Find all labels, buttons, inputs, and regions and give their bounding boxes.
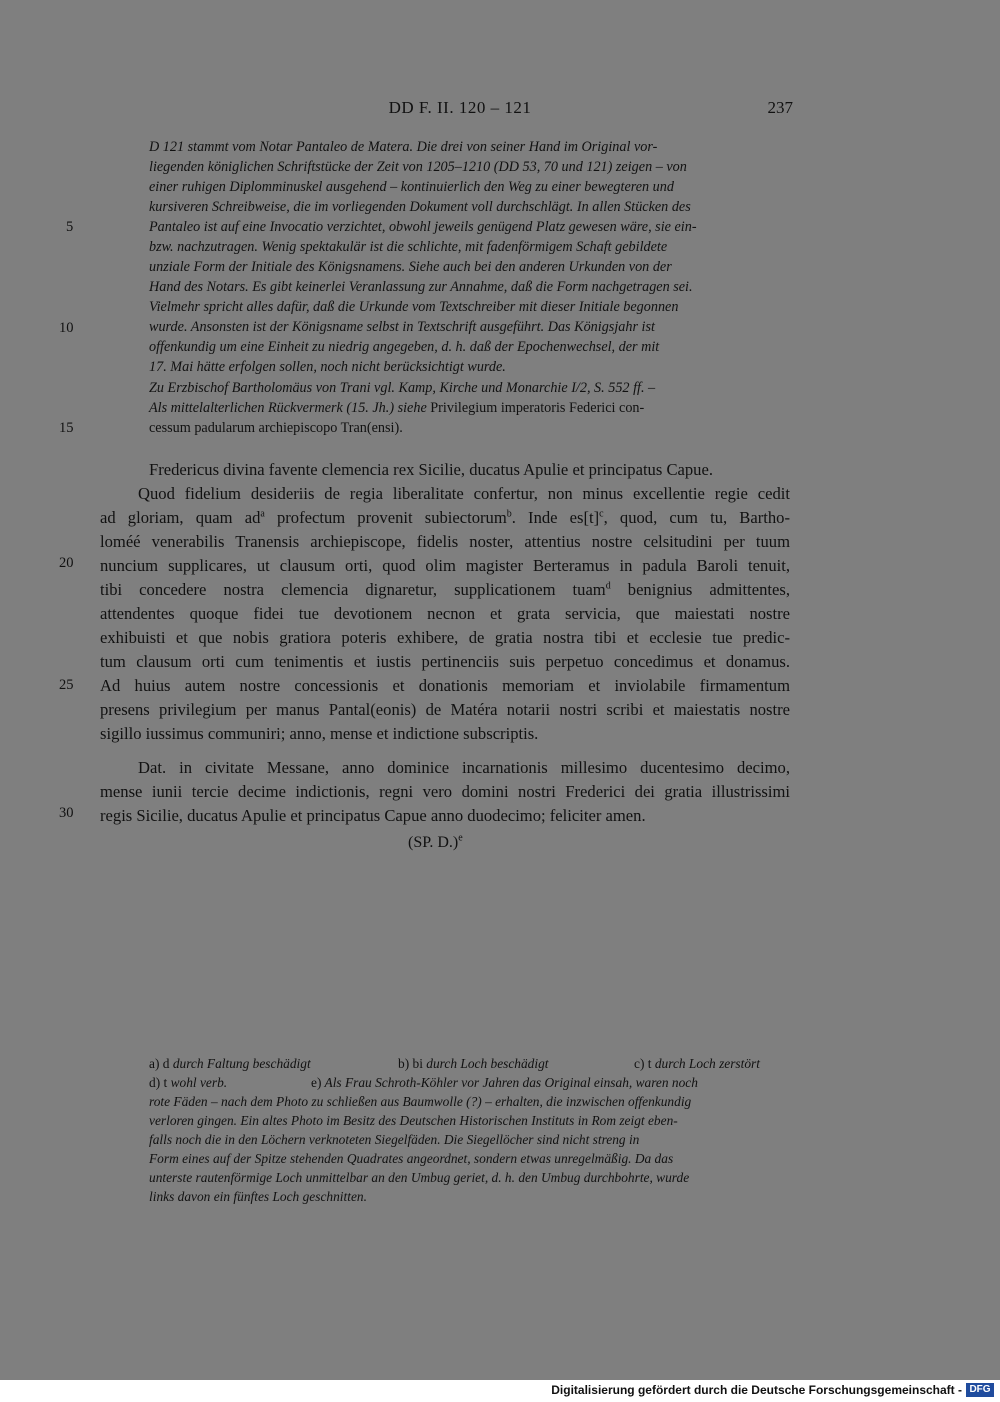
footnote-mark-a: a — [260, 508, 265, 520]
footnote-mark-c: c — [599, 508, 604, 520]
charter-intitulatio: Fredericus divina favente clemencia rex Sicilie, ducatus Apulie et principatus Capue. — [149, 460, 713, 479]
dating-clause: Dat. in civitate Messane, anno dominice incarnationis millesimo ducentesimo decimo, — [138, 758, 790, 777]
line-number-10: 10 — [59, 320, 74, 336]
charter-line: loméé venerabilis Tranensis archiepiscope, fidelis noster, attentius nostre celsitudini per tuum — [100, 532, 790, 551]
charter-line: presens privilegium per manus Pantal(eonis) de Matéra notarii nostri scribi et maiestatis nostre — [100, 700, 790, 719]
footnote-mark-e: e — [458, 832, 463, 844]
commentary-line: einer ruhigen Diplomminuskel ausgehend – kontinuierlich den Weg zu einer bewegteren und — [149, 179, 674, 195]
commentary-line: kursiveren Schreibweise, die im vorliegenden Dokument voll durchschlägt. In allen Stücken des — [149, 199, 691, 215]
dating-clause: regis Sicilie, ducatus Apulie et principatus Capue anno duodecimo; feliciter amen. — [100, 806, 646, 825]
footnote-key: b) bi — [398, 1056, 423, 1071]
footnote-line: rote Fäden – nach dem Photo zu schließen aus Baumwolle (?) – erhalten, die inzwischen offenkundig — [149, 1094, 692, 1109]
charter-line — [100, 508, 790, 528]
commentary-line: Vielmehr spricht alles dafür, daß die Urkunde vom Textschreiber mit dieser Initiale begonnen — [149, 299, 679, 315]
charter-text-span: benignius admittentes, — [610, 580, 790, 599]
footnote-e — [311, 1075, 698, 1091]
footnote-b — [398, 1056, 549, 1072]
charter-line: Quod fidelium desideriis de regia liberalitate confertur, non minus excellentie regie cedit — [138, 484, 790, 503]
commentary-line: Zu Erzbischof Bartholomäus von Trani vgl. Kamp, Kirche und Monarchie I/2, S. 552 ff. – — [149, 380, 656, 396]
charter-line: exhibuisti et que nobis gratiora poteris exhibere, de gratia nostra tibi et ecclesie tue predic- — [100, 628, 790, 647]
footnote-line: Form eines auf der Spitze stehenden Quadrates angeordnet, sondern etwas unregelmäßig. Da das — [149, 1151, 674, 1166]
line-number-20: 20 — [59, 555, 74, 571]
footnote-line: verloren gingen. Ein altes Photo im Besitz des Deutschen Historischen Instituts in Rom zeigt eben- — [149, 1113, 678, 1128]
dfg-logo[interactable]: DFG — [966, 1383, 994, 1397]
charter-line: tum clausum orti cum tenimentis et iustis pertinenciis suis perpetuo concedimus et donamus. — [100, 652, 790, 671]
charter-line: nuncium supplicares, ut clausum orti, quod olim magister Berteramus in padula Baroli tenuit, — [100, 556, 790, 575]
dorsal-note-text: cessum padularum archiepiscopo Tran(ensi). — [149, 420, 403, 436]
footnote-key: a) d — [149, 1056, 170, 1071]
charter-text-span: , quod, cum tu, Bartho- — [603, 508, 790, 527]
commentary-line: Hand des Notars. Es gibt keinerlei Veranlassung zur Annahme, daß die Form nachgetragen sei. — [149, 279, 693, 295]
line-number-15: 15 — [59, 420, 74, 436]
commentary-line: 17. Mai hätte erfolgen sollen, noch nicht berücksichtigt wurde. — [149, 359, 506, 375]
line-number-5: 5 — [66, 219, 74, 235]
seal-label: (SP. D.) — [408, 834, 459, 851]
charter-line: Ad huius autem nostre concessionis et donationis memoriam et inviolabile firmamentum — [100, 676, 790, 695]
commentary-line: wurde. Ansonsten ist der Königsname selbst in Textschrift ausgeführt. Das Königsjahr ist — [149, 319, 655, 335]
seal-note — [408, 834, 463, 852]
commentary-line — [149, 400, 644, 417]
commentary-line: liegenden königlichen Schriftstücke der Zeit von 1205–1210 (DD 53, 70 und 121) zeigen – von — [149, 159, 687, 175]
line-number-25: 25 — [59, 677, 74, 693]
footnote-text: wohl verb. — [170, 1075, 228, 1090]
dorsal-note-intro: Als mittelalterlichen Rückvermerk (15. Jh.) siehe — [149, 400, 427, 416]
charter-text-span: profectum provenit subiectorum — [264, 508, 507, 527]
charter-text-span: . Inde es[t] — [511, 508, 600, 527]
footnote-key: c) t — [634, 1056, 652, 1071]
charter-line: attendentes quoque fidei tue devotionem necnon et grata servicia, que maiestati nostre — [100, 604, 790, 623]
line-number-30: 30 — [59, 805, 74, 821]
running-header: DD F. II. 120 – 121 — [388, 98, 532, 117]
page-number: 237 — [767, 98, 793, 117]
footnote-line: falls noch die in den Löchern verknoteten Siegelfäden. Die Siegellöcher sind nicht streng in — [149, 1132, 640, 1147]
footnote-c — [634, 1056, 760, 1072]
footnote-line: unterste rautenförmige Loch unmittelbar an den Umbug geriet, d. h. den Umbug durchbohrte, wurde — [149, 1170, 690, 1185]
funding-credit-text: Digitalisierung gefördert durch die Deutsche Forschungsgemeinschaft - — [551, 1383, 962, 1397]
dating-clause: mense iunii tercie decime indictionis, regni vero domini nostri Frederici dei gratia illustrissimi — [100, 782, 790, 801]
footnote-mark-d: d — [605, 580, 611, 592]
commentary-line: unziale Form der Initiale des Königsnamens. Siehe auch bei den anderen Urkunden von der — [149, 259, 672, 275]
charter-line: sigillo iussimus communiri; anno, mense et indictione subscriptis. — [100, 724, 539, 743]
footnote-key: d) t — [149, 1075, 168, 1090]
commentary-line: offenkundig um eine Einheit zu niedrig angegeben, d. h. daß der Epochenwechsel, der mit — [149, 339, 660, 355]
dorsal-note-text: Privilegium imperatoris Federici con- — [430, 400, 645, 416]
footnote-key: e) — [311, 1075, 322, 1090]
footnote-d — [149, 1075, 227, 1091]
footnote-text: Als Frau Schroth-Köhler vor Jahren das Original einsah, waren noch — [324, 1075, 698, 1090]
commentary-line: bzw. nachzutragen. Wenig spektakulär ist die schlichte, mit fadenförmigem Schaft gebildete — [149, 239, 668, 255]
commentary-line: Pantaleo ist auf eine Invocatio verzichtet, obwohl jeweils genügend Platz gewesen wäre, sie ein- — [149, 219, 697, 235]
footnote-a — [149, 1056, 311, 1072]
commentary-line: D 121 stammt vom Notar Pantaleo de Matera. Die drei von seiner Hand im Original vor- — [149, 139, 658, 155]
footnote-text: durch Faltung beschädigt — [172, 1056, 311, 1071]
charter-text-span: ad gloriam, quam ad — [100, 508, 261, 527]
charter-line — [100, 580, 790, 600]
footnote-line: links davon ein fünftes Loch geschnitten. — [149, 1189, 367, 1204]
charter-text-span: tibi concedere nostra clemencia dignaretur, supplicationem tuam — [100, 580, 606, 599]
funding-credit-bar — [0, 1380, 1000, 1402]
footnote-text: durch Loch beschädigt — [426, 1056, 549, 1071]
footnote-mark-b: b — [506, 508, 512, 520]
footnote-text: durch Loch zerstört — [654, 1056, 760, 1071]
